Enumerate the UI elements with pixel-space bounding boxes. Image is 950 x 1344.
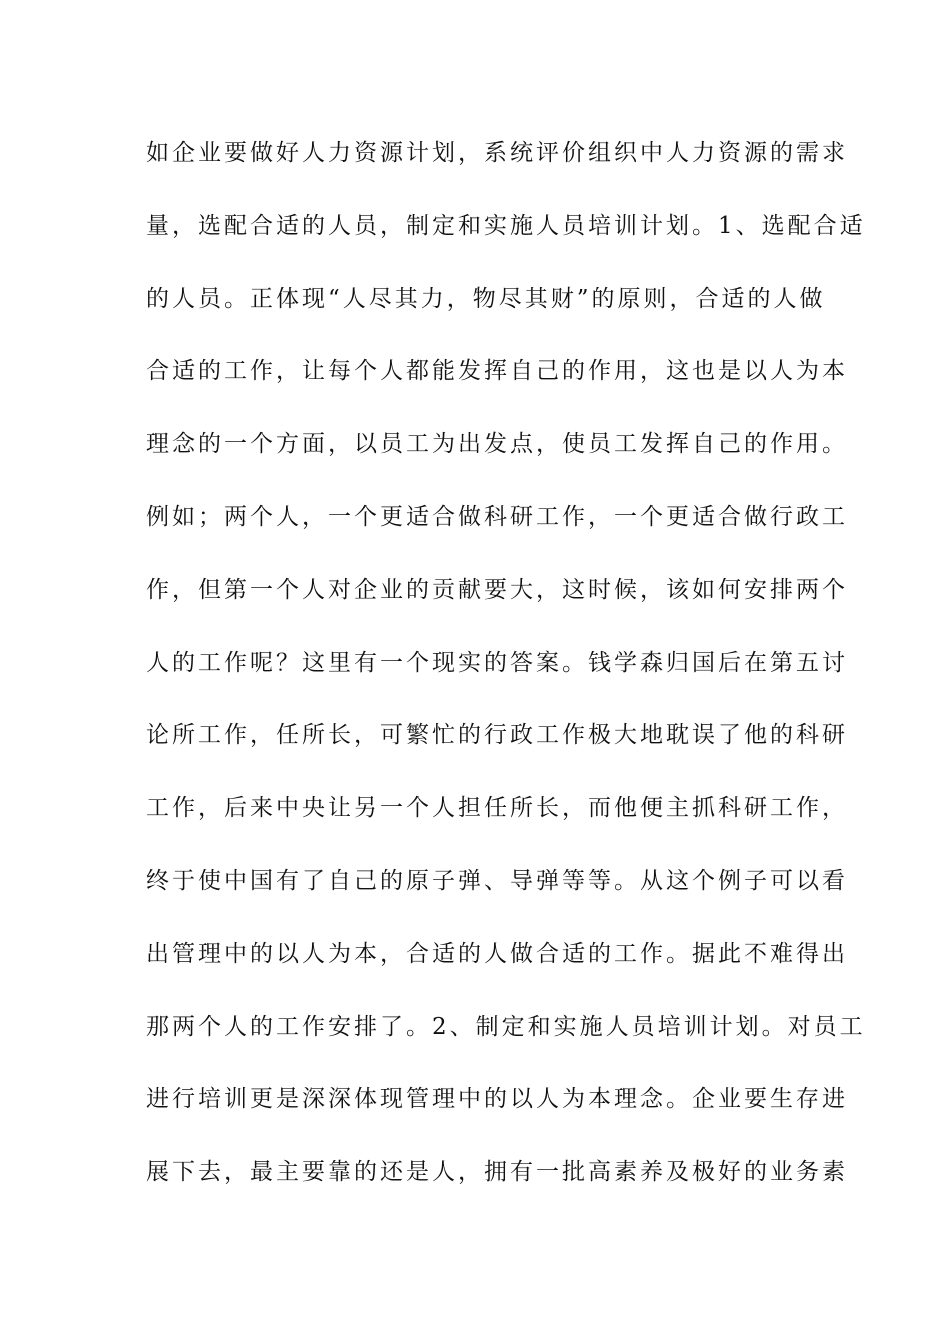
body-paragraph: [146, 130, 866, 1222]
text-line: 展下去，最主要靠的还是人，拥有一批高素养及极好的业务素: [146, 1159, 848, 1186]
text-line: 作，但第一个人对企业的贡献要大，这时候，该如何安排两个: [146, 576, 848, 603]
text-line: 工作，后来中央让另一个人担任所长，而他便主抓科研工作，: [146, 795, 848, 822]
text-line: 人的工作呢？这里有一个现实的答案。钱学森归国后在第五讨: [146, 649, 848, 676]
text-line: 那两个人的工作安排了。2、制定和实施人员培训计划。对员工: [146, 1013, 866, 1040]
text-line: 合适的工作，让每个人都能发挥自己的作用，这也是以人为本: [146, 358, 848, 385]
text-line: 量，选配合适的人员，制定和实施人员培训计划。1、选配合适: [146, 212, 866, 239]
text-line: 的人员。正体现“人尽其力，物尽其财”的原则，合适的人做: [146, 285, 826, 312]
text-line: 进行培训更是深深体现管理中的以人为本理念。企业要生存进: [146, 1086, 848, 1113]
text-line: 如企业要做好人力资源计划，系统评价组织中人力资源的需求: [146, 140, 848, 166]
text-line: 出管理中的以人为本，合适的人做合适的工作。据此不难得出: [146, 940, 848, 967]
text-line: 理念的一个方面，以员工为出发点，使员工发挥自己的作用。: [146, 431, 848, 458]
text-line: 例如；两个人，一个更适合做科研工作，一个更适合做行政工: [146, 503, 848, 530]
text-line: 终于使中国有了自己的原子弹、导弹等等。从这个例子可以看: [146, 867, 848, 894]
text-line: 论所工作，任所长，可繁忙的行政工作极大地耽误了他的科研: [146, 722, 848, 749]
